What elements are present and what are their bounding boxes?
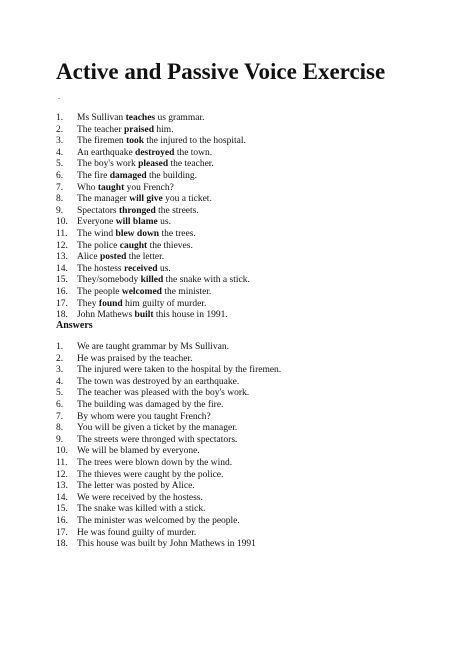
answer-text: The minister was welcomed by the people. (77, 515, 240, 526)
answer-text: The teacher was pleased with the boy's work. (77, 388, 250, 399)
sentence-part: the letter. (126, 252, 165, 263)
sentence-verb: will blame (115, 217, 158, 228)
sentence-part: The boy's work (77, 159, 139, 170)
sentence-part: you French? (124, 182, 174, 193)
sentence-part: They/somebody (77, 275, 141, 286)
sentence-part: him. (154, 124, 174, 135)
item-number: 10. (56, 217, 68, 228)
item-sentence (77, 136, 246, 148)
answer-text: We are taught grammar by Ms Sullivan. (77, 342, 229, 352)
sentence-verb: praised (123, 124, 155, 135)
item-number: 12. (56, 240, 68, 251)
answer-text: The letter was posted by Alice. (77, 481, 195, 492)
sentence-part: The police (77, 240, 120, 251)
sentence-part: the town. (174, 147, 213, 158)
sentence-part: the snake with a stick. (163, 275, 250, 286)
sentence-part: the streets. (155, 205, 199, 216)
sentence-verb: pleased (138, 159, 169, 170)
item-number: 11. (56, 228, 68, 239)
sentence-part: Who (77, 182, 98, 193)
sentence-part: An earthquake (77, 147, 136, 158)
item-sentence (77, 183, 174, 195)
sentence-part: The wind (77, 228, 116, 239)
item-sentence (77, 217, 171, 229)
item-sentence (77, 287, 211, 299)
item-number: 14. (56, 263, 68, 274)
sentence-verb: took (126, 136, 145, 147)
item-number: 13. (56, 481, 68, 492)
sentence-part: the injured to the hospital. (144, 136, 246, 147)
sentence-part: the teacher. (168, 159, 214, 170)
answer-text: The building was damaged by the fire. (77, 399, 224, 410)
sentence-part: this house in 1991. (153, 310, 228, 321)
item-sentence (77, 148, 212, 160)
sentence-verb: destroyed (135, 147, 175, 158)
item-number: 4. (56, 376, 64, 387)
item-number: 16. (56, 515, 68, 526)
item-number: 13. (56, 252, 68, 263)
answer-text: We were received by the hostess. (77, 492, 203, 503)
sentence-verb: thronged (118, 205, 156, 216)
sentence-part: The people (77, 286, 122, 297)
item-number: 9. (56, 205, 64, 216)
sentence-part: Everyone (77, 217, 116, 228)
item-number: 9. (56, 434, 64, 445)
item-number: 2. (56, 124, 64, 135)
item-number: 6. (56, 170, 64, 181)
sentence-part: us. (157, 263, 171, 274)
item-number: 15. (56, 504, 68, 515)
sentence-part: the minister. (161, 286, 212, 297)
answers-heading: Answers (56, 320, 93, 331)
sentence-verb: received (123, 263, 158, 274)
sentence-part: They (77, 298, 99, 309)
item-number: 16. (56, 286, 68, 297)
sentence-part: Ms Sullivan (77, 113, 126, 123)
sentence-part: The manager (77, 194, 130, 205)
sentence-verb: taught (97, 182, 125, 193)
sentence-verb: blew down (115, 228, 160, 239)
item-sentence (77, 264, 171, 276)
item-number: 18. (56, 310, 68, 321)
item-number: 5. (56, 388, 64, 399)
answer-text: By whom were you taught French? (77, 411, 211, 422)
item-number: 10. (56, 446, 68, 457)
item-sentence (77, 113, 204, 125)
page-title: Active and Passive Voice Exercise (56, 59, 386, 84)
item-number: 18. (56, 539, 68, 550)
sentence-verb: killed (140, 275, 164, 286)
answer-text: The streets were thronged with spectators. (77, 434, 238, 445)
sentence-part: the building. (146, 170, 198, 181)
answer-text: He was found guilty of murder. (77, 527, 197, 538)
sentence-part: the thieves. (147, 240, 193, 251)
item-sentence (77, 194, 212, 206)
item-number: 4. (56, 147, 64, 158)
answer-text: The snake was killed with a stick. (77, 504, 206, 515)
answer-text: The trees were blown down by the wind. (77, 457, 233, 468)
sentence-verb: teaches (125, 113, 156, 123)
sentence-part: The firemen (77, 136, 127, 147)
item-number: 8. (56, 423, 64, 434)
sentence-part: Alice (77, 252, 100, 263)
item-number: 11. (56, 457, 68, 468)
sentence-verb: welcomed (121, 286, 162, 297)
item-number: 8. (56, 194, 64, 205)
sentence-part: the trees. (159, 228, 196, 239)
item-number: 3. (56, 136, 64, 147)
item-sentence (77, 252, 164, 264)
item-number: 5. (56, 159, 64, 170)
sentence-part: us grammar. (155, 113, 205, 123)
item-number: 17. (56, 298, 68, 309)
item-sentence (77, 299, 206, 311)
answer-text: You will be given a ticket by the manager. (77, 423, 238, 434)
item-number: 1. (56, 342, 64, 352)
sentence-part: you a ticket. (162, 194, 212, 205)
answer-text: The injured were taken to the hospital by the firemen. (77, 365, 282, 376)
item-number: 14. (56, 492, 68, 503)
item-number: 12. (56, 469, 68, 480)
item-sentence (77, 229, 196, 241)
item-sentence (77, 275, 250, 287)
sentence-part: us. (157, 217, 171, 228)
sentence-verb: posted (99, 252, 127, 263)
sentence-part: Spectators (77, 205, 119, 216)
item-number: 1. (56, 113, 64, 123)
answer-text: We will be blamed by everyone. (77, 446, 200, 457)
answer-text: The town was destroyed by an earthquake. (77, 376, 240, 387)
sentence-part: John Mathews (77, 310, 135, 321)
sentence-verb: caught (119, 240, 148, 251)
item-number: 6. (56, 399, 64, 410)
sentence-part: The teacher (77, 124, 124, 135)
item-sentence (77, 206, 199, 218)
item-sentence (77, 310, 228, 322)
item-number: 15. (56, 275, 68, 286)
answer-text: He was praised by the teacher. (77, 353, 193, 364)
sentence-part: him guilty of murder. (122, 298, 207, 309)
answer-text: This house was built by John Mathews in 1991 (77, 539, 256, 550)
item-sentence (77, 241, 193, 253)
sentence-verb: found (98, 298, 123, 309)
item-sentence (77, 125, 174, 137)
stray-dot: . (58, 92, 60, 101)
item-sentence (77, 171, 197, 183)
item-number: 7. (56, 411, 64, 422)
item-number: 7. (56, 182, 64, 193)
sentence-verb: built (134, 310, 154, 321)
answer-text: The thieves were caught by the police. (77, 469, 224, 480)
sentence-verb: damaged (109, 170, 147, 181)
item-sentence (77, 159, 214, 171)
item-number: 17. (56, 527, 68, 538)
item-number: 3. (56, 365, 64, 376)
item-number: 2. (56, 353, 64, 364)
sentence-part: The fire (77, 170, 110, 181)
sentence-part: The hostess (77, 263, 124, 274)
sentence-verb: will give (129, 194, 163, 205)
